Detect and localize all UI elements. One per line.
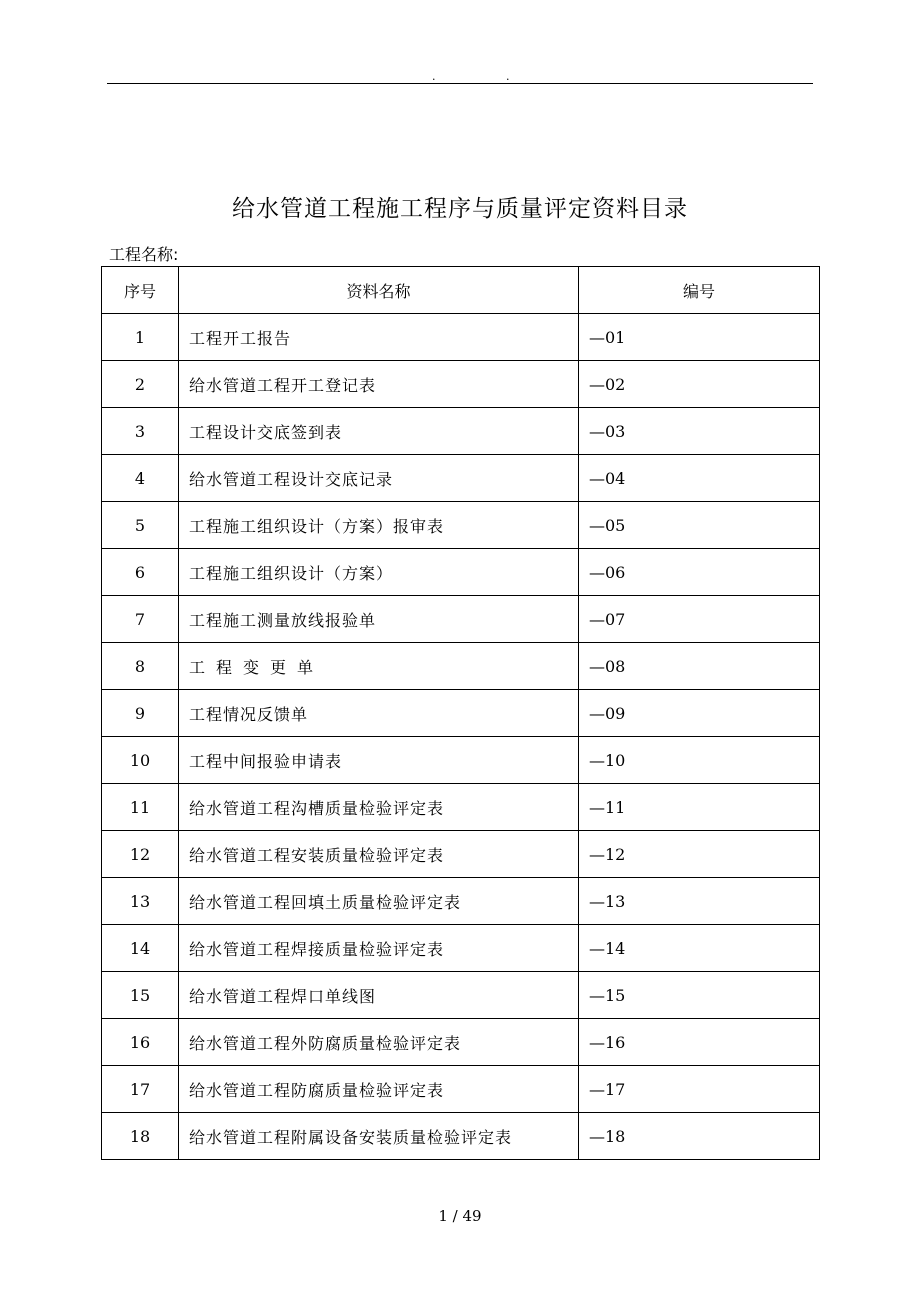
row-document-name: 给水管道工程安装质量检验评定表 xyxy=(179,831,579,878)
document-index-table xyxy=(101,266,820,1160)
header-document-code: 编号 xyxy=(579,267,820,314)
table-row xyxy=(102,831,820,878)
page-number: 1 / 49 xyxy=(438,1207,482,1225)
row-document-name: 工程施工组织设计（方案）报审表 xyxy=(179,502,579,549)
document-title: 给水管道工程施工程序与质量评定资料目录 xyxy=(232,196,688,222)
row-serial-number: 2 xyxy=(102,361,179,408)
row-document-name: 工程开工报告 xyxy=(179,314,579,361)
table-row xyxy=(102,1066,820,1113)
row-serial-number: 15 xyxy=(102,972,179,1019)
row-document-code: —11 xyxy=(579,784,820,831)
row-document-code: —09 xyxy=(579,690,820,737)
row-document-name: 工程设计交底签到表 xyxy=(179,408,579,455)
row-document-code: —07 xyxy=(579,596,820,643)
row-document-name: 工程变更单 xyxy=(179,643,579,690)
row-document-code: —04 xyxy=(579,455,820,502)
row-document-name: 给水管道工程防腐质量检验评定表 xyxy=(179,1066,579,1113)
table-row xyxy=(102,878,820,925)
row-document-code: —12 xyxy=(579,831,820,878)
row-serial-number: 8 xyxy=(102,643,179,690)
row-document-name: 工程施工测量放线报验单 xyxy=(179,596,579,643)
row-document-code: —06 xyxy=(579,549,820,596)
table-row xyxy=(102,502,820,549)
row-document-name: 给水管道工程焊口单线图 xyxy=(179,972,579,1019)
table-header-row xyxy=(102,267,820,314)
table-row xyxy=(102,1113,820,1160)
table-row xyxy=(102,643,820,690)
row-document-name: 给水管道工程开工登记表 xyxy=(179,361,579,408)
row-serial-number: 14 xyxy=(102,925,179,972)
header-rule xyxy=(107,83,813,84)
row-document-name: 给水管道工程外防腐质量检验评定表 xyxy=(179,1019,579,1066)
row-serial-number: 3 xyxy=(102,408,179,455)
row-document-name: 工程中间报验申请表 xyxy=(179,737,579,784)
table-row xyxy=(102,408,820,455)
row-document-code: —01 xyxy=(579,314,820,361)
row-document-name: 给水管道工程焊接质量检验评定表 xyxy=(179,925,579,972)
row-serial-number: 12 xyxy=(102,831,179,878)
row-document-code: —03 xyxy=(579,408,820,455)
table-row xyxy=(102,596,820,643)
table-row xyxy=(102,455,820,502)
row-document-code: —08 xyxy=(579,643,820,690)
table-row xyxy=(102,314,820,361)
row-document-name: 给水管道工程附属设备安装质量检验评定表 xyxy=(179,1113,579,1160)
table-row xyxy=(102,361,820,408)
row-document-code: —05 xyxy=(579,502,820,549)
row-document-code: —14 xyxy=(579,925,820,972)
row-serial-number: 9 xyxy=(102,690,179,737)
row-document-name: 工程施工组织设计（方案） xyxy=(179,549,579,596)
row-serial-number: 16 xyxy=(102,1019,179,1066)
table-row xyxy=(102,690,820,737)
row-document-code: —18 xyxy=(579,1113,820,1160)
header-mark-right: . xyxy=(506,70,510,83)
table-row xyxy=(102,549,820,596)
row-serial-number: 1 xyxy=(102,314,179,361)
header-mark-left: . xyxy=(432,70,436,83)
row-serial-number: 18 xyxy=(102,1113,179,1160)
row-document-name: 给水管道工程设计交底记录 xyxy=(179,455,579,502)
row-document-name: 工程情况反馈单 xyxy=(179,690,579,737)
table-row xyxy=(102,925,820,972)
row-document-name: 给水管道工程沟槽质量检验评定表 xyxy=(179,784,579,831)
row-document-code: —15 xyxy=(579,972,820,1019)
page-header-marks xyxy=(0,70,920,82)
row-serial-number: 11 xyxy=(102,784,179,831)
header-document-name: 资料名称 xyxy=(179,267,579,314)
row-serial-number: 17 xyxy=(102,1066,179,1113)
row-document-code: —02 xyxy=(579,361,820,408)
row-serial-number: 5 xyxy=(102,502,179,549)
row-document-code: —17 xyxy=(579,1066,820,1113)
table-row xyxy=(102,1019,820,1066)
row-document-code: —10 xyxy=(579,737,820,784)
table-row xyxy=(102,972,820,1019)
project-name-label: 工程名称: xyxy=(109,245,179,264)
row-serial-number: 7 xyxy=(102,596,179,643)
table-row xyxy=(102,737,820,784)
row-document-code: —13 xyxy=(579,878,820,925)
header-serial-number: 序号 xyxy=(102,267,179,314)
row-document-name: 给水管道工程回填土质量检验评定表 xyxy=(179,878,579,925)
row-serial-number: 10 xyxy=(102,737,179,784)
row-serial-number: 13 xyxy=(102,878,179,925)
table-row xyxy=(102,784,820,831)
row-serial-number: 6 xyxy=(102,549,179,596)
row-document-code: —16 xyxy=(579,1019,820,1066)
row-serial-number: 4 xyxy=(102,455,179,502)
